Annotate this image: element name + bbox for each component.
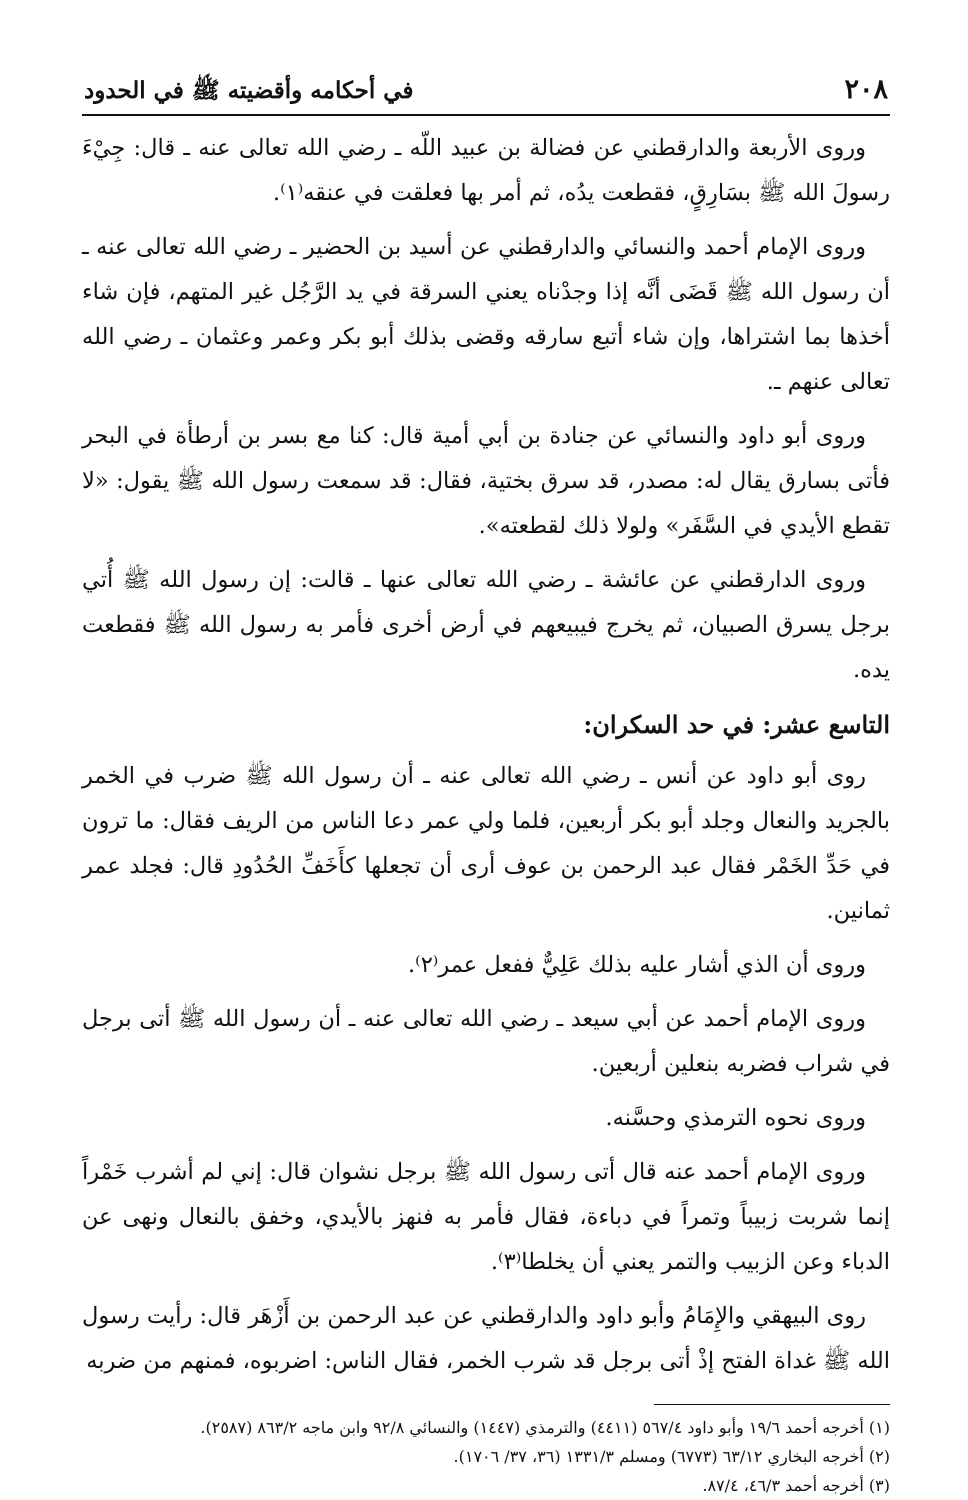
paragraph: وروى الأربعة والدارقطني عن فضالة بن عبيد اللّه ـ رضي الله تعالى عنه ـ قال: جِيْءَ رسولَ الله ﷺ بسَارِقٍ، فقطعت يدُه، ثم أمر بها فعلقت في عنقه⁽١⁾. bbox=[82, 135, 890, 206]
running-title: في أحكامه وأقضيته ﷺ في الحدود bbox=[84, 77, 414, 104]
footnote-divider bbox=[654, 1404, 890, 1405]
page-number: ٢٠٨ bbox=[844, 74, 888, 105]
footnote: (١) أخرجه أحمد ١٩/٦ وأبو داود ٥٦٧/٤ (٤٤١١) والترمذي (١٤٤٧) والنسائي ٩٢/٨ وابن ماجه ٨٦٣/٢ (٢٥٨٧). bbox=[200, 1418, 890, 1437]
paragraph: وروى نحوه الترمذي وحسَّنه. bbox=[605, 1105, 866, 1131]
footnote: (٣) أخرجه أحمد ٤٦/٣، ٨٧/٤. bbox=[702, 1476, 890, 1495]
section-heading: التاسع عشر: في حد السكران: bbox=[583, 710, 890, 739]
paragraph: وروى أن الذي أشار عليه بذلك عَلِيٌّ ففعل عمر⁽٢⁾. bbox=[408, 952, 866, 978]
paragraph: وروى الدارقطني عن عائشة ـ رضي الله تعالى عنها ـ قالت: إن رسول الله ﷺ أُتي برجل يسرق الصبيان، ثم يخرج فيبيعهم في أرض أخرى فأمر به رسول الله ﷺ فقطعت يده. bbox=[82, 567, 890, 683]
book-page bbox=[82, 74, 890, 1500]
page-body bbox=[82, 126, 890, 1384]
paragraph: روى أبو داود عن أنس ـ رضي الله تعالى عنه ـ أن رسول الله ﷺ ضرب في الخمر بالجريد والنعال وجلد أبو بكر أربعين، فلما ولي عمر دعا الناس من الريف فقال: ما ترون في حَدِّ الخَمْر فقال عبد الرحمن بن عوف أرى أن تجعلها كأَخَفِّ الحُدُودِ قال: فجلد عمر ثمانين. bbox=[82, 763, 890, 924]
paragraph: وروى أبو داود والنسائي عن جنادة بن أبي أمية قال: كنا مع بسر بن أرطأة في البحر فأتى بسارق يقال له: مصدر، قد سرق بختية، فقال: قد سمعت رسول الله ﷺ يقول: «لا تقطع الأيدي في السَّفَر» ولولا ذلك لقطعته». bbox=[82, 423, 890, 539]
footnote: (٢) أخرجه البخاري ٦٣/١٢ (٦٧٧٣) ومسلم ١٣٣١/٣ (٣٦، ٣٧/ ١٧٠٦). bbox=[453, 1447, 890, 1466]
paragraph: روى البيهقي والإِمَامُ وأبو داود والدارقطني عن عبد الرحمن بن أَزْهَر قال: رأيت رسول الله ﷺ غداة الفتح إذْ أتى برجل قد شرب الخمر، فقال الناس: اضربوه، فمنهم من ضربه bbox=[82, 1303, 890, 1374]
footnotes bbox=[82, 1413, 890, 1500]
paragraph: وروى الإمام أحمد عنه قال أتى رسول الله ﷺ برجل نشوان قال: إني لم أشرب خَمْراً إنما شربت زبيباً وتمراً في دباءة، فقال فأمر به فنهز بالأيدي، وخفق بالنعال ونهى عن الدباء وعن الزبيب والتمر يعني أن يخلطا⁽٣⁾. bbox=[82, 1159, 890, 1275]
paragraph: وروى الإمام أحمد والنسائي والدارقطني عن أسيد بن الحضير ـ رضي الله تعالى عنه ـ أن رسول الله ﷺ قَضَى أنَّه إذا وجدْناه يعني السرقة في يد الرَّجُل غير المتهم، فإن شاء أخذها بما اشتراها، وإن شاء أتبع سارقه وقضى بذلك أبو بكر وعمر وعثمان ـ رضي الله تعالى عنهم ـ. bbox=[82, 234, 890, 395]
page-header bbox=[82, 74, 890, 116]
paragraph: وروى الإمام أحمد عن أبي سيعد ـ رضي الله تعالى عنه ـ أن رسول الله ﷺ أتى برجل في شراب فضربه بنعلين أربعين. bbox=[82, 1006, 890, 1077]
